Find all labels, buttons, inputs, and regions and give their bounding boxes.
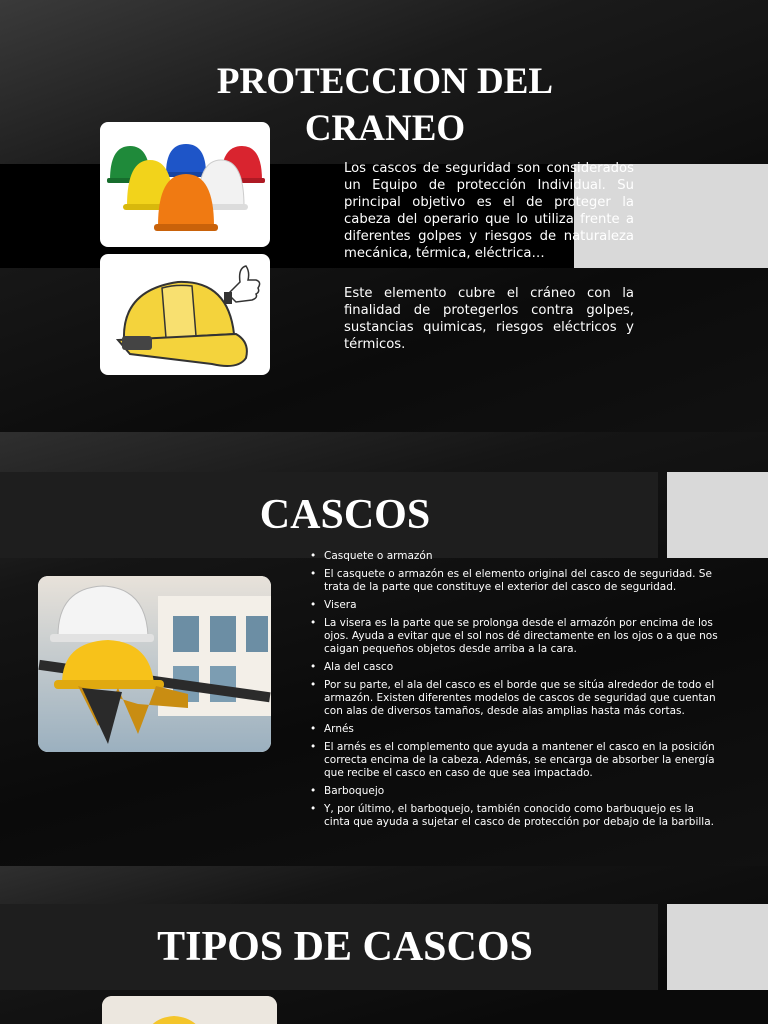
slide-cascos bbox=[0, 432, 768, 866]
list-item: • Por su parte, el ala del casco es el borde que se sitúa alrededor de todo el armazón. Existen diferentes modelos de cascos de seguridad que cuentan con alas de diversos tamaños, desde alas amplias hasta más cortas. bbox=[310, 679, 720, 718]
list-item: • El casquete o armazón es el elemento original del casco de seguridad. Se trata de la parte que constituye el exterior del casco de seguridad. bbox=[310, 568, 720, 594]
slide-title-line-2: CRANEO bbox=[304, 108, 466, 149]
list-item: • Ala del casco bbox=[310, 661, 720, 674]
helmet-on-railing-illustration bbox=[38, 576, 271, 752]
helmet-types-photo bbox=[102, 996, 277, 1024]
worker-helmet-photo bbox=[38, 576, 271, 752]
list-item: • Arnés bbox=[310, 723, 720, 736]
intro-paragraph: Los cascos de seguridad son considerados un Equipo de protección Individual. Su principal objetivo es el de proteger la cabeza del operario que lo utiliza frente a diferentes golpes y riesgos de naturaleza mecánica, térmica, eléctrica… bbox=[344, 161, 634, 261]
slide-tipos-de-cascos bbox=[0, 866, 768, 1024]
light-accent-block bbox=[667, 904, 768, 990]
list-item: • Casquete o armazón bbox=[310, 550, 720, 563]
helmet-parts-list bbox=[310, 550, 720, 834]
cranium-paragraph: Este elemento cubre el cráneo con la finalidad de protegerlos contra golpes, sustancias quimicas, riesgos eléctricos y térmicos. bbox=[344, 286, 634, 352]
light-accent-block bbox=[667, 472, 768, 558]
colored-helmets-image bbox=[100, 122, 270, 247]
list-item: • La visera es la parte que se prolonga desde el armazón por encima de los ojos. Ayuda a evitar que el sol nos dé directamente en los ojos o a que nos caigan pequeños objetos desde arriba a la cara. bbox=[310, 617, 720, 656]
list-item: • Y, por último, el barboquejo, también conocido como barbuquejo es la cinta que ayuda a sujetar el casco de protección por debajo de la barbilla. bbox=[310, 803, 720, 829]
slide-title: TIPOS DE CASCOS bbox=[157, 924, 533, 970]
thumbs-up-icon bbox=[224, 266, 260, 304]
slide-title-line-1: PROTECCION DEL bbox=[216, 61, 554, 102]
slide-proteccion-del-craneo bbox=[0, 0, 768, 432]
list-item: • Visera bbox=[310, 599, 720, 612]
colored-helmets-illustration bbox=[100, 122, 270, 247]
list-item: • El arnés es el complemento que ayuda a mantener el casco en la posición correcta encima de la cabeza. Además, se encarga de absorber la energía que recibe el casco en caso de que sea impactado. bbox=[310, 741, 720, 780]
cartoon-helmet-image bbox=[100, 254, 270, 375]
list-item: • Barboquejo bbox=[310, 785, 720, 798]
slide-title: CASCOS bbox=[259, 492, 431, 538]
helmet-blue-icon bbox=[163, 144, 209, 177]
cartoon-hard-hat-illustration bbox=[100, 254, 270, 375]
helmet-types-illustration bbox=[102, 996, 277, 1024]
